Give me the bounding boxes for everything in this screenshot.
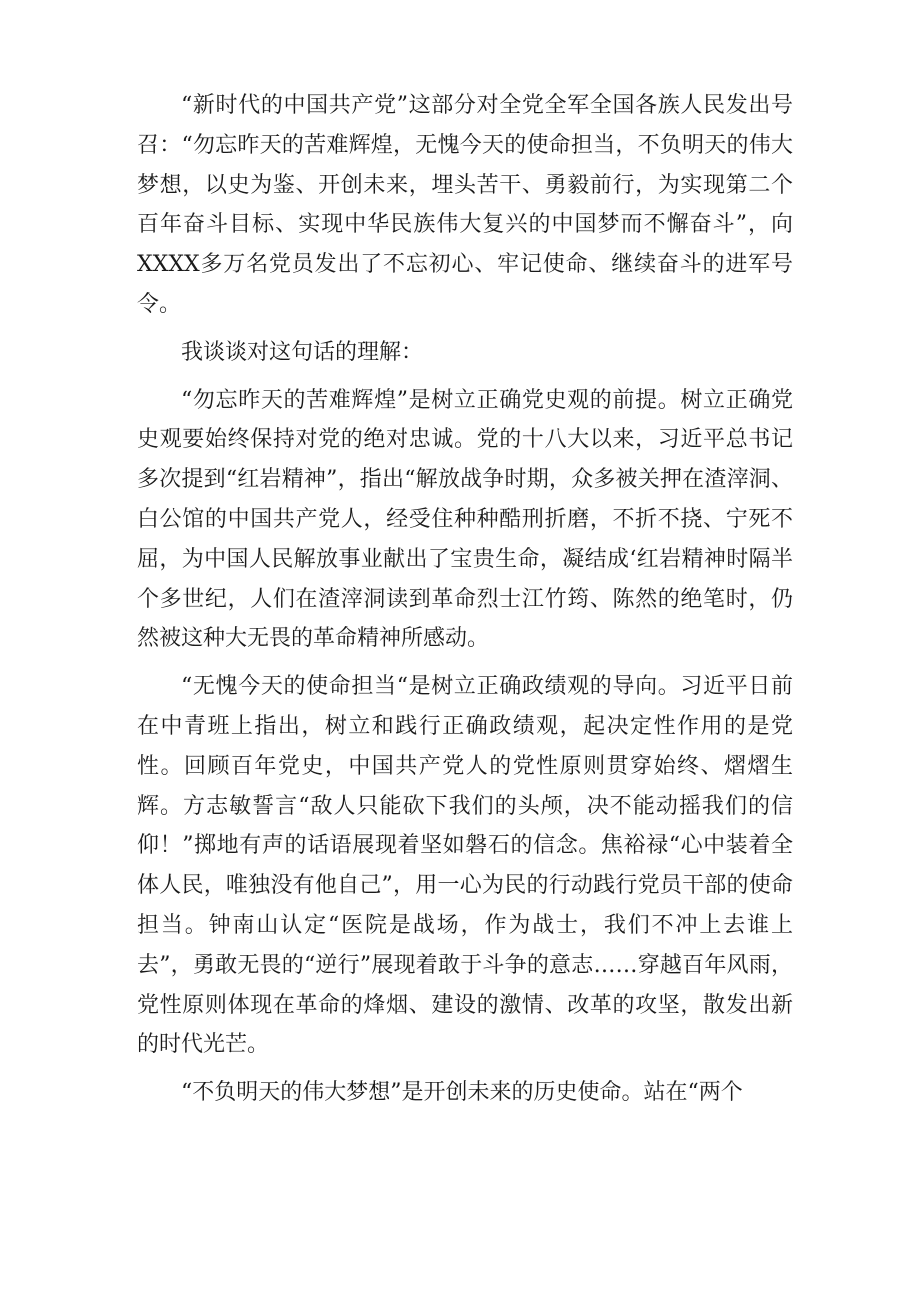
paragraph-today: “无愧今天的使命担当“是树立正确政绩观的导向。习近平日前在中青班上指出，树立和践行正确政绩观，起决定性作用的是党性。回顾百年党史，中国共产党人的党性原则贯穿始终、熠熠生辉。方志敏誓言“敌人只能砍下我们的头颅，决不能动摇我们的信仰！”掷地有声的话语展现着坚如磐石的信念。焦裕禄“心中装着全体人民，唯独没有他自己”，用一心为民的行动践行党员干部的使命担当。钟南山认定“医院是战场，作为战士，我们不冲上去谁上去”，勇敢无畏的“逆行”展现着敢于斗争的意志……穿越百年风雨，党性原则体现在革命的烽烟、建设的激情、改革的攻坚，散发出新的时代光芒。 xyxy=(137,674,793,1058)
paragraph-intro: “新时代的中国共产党”这部分对全党全军全国各族人民发出号召：“勿忘昨天的苦难辉煌，无愧今天的使命担当，不负明天的伟大梦想，以史为鉴、开创未来，埋头苦干、勇毅前行，为实现第二个百年奋斗目标、实现中华民族伟大复兴的中国梦而不懈奋斗”，向XXXX多万名党员发出了不忘初心、牢记使命、继续奋斗的进军号令。 xyxy=(137,93,793,317)
document-body xyxy=(137,86,793,1121)
paragraph-understanding-lead: 我谈谈对这句话的理解： xyxy=(181,339,424,365)
paragraph-yesterday: “勿忘昨天的苦难辉煌”是树立正确党史观的前提。树立正确党史观要始终保持对党的绝对忠诚。党的十八大以来，习近平总书记多次提到“红岩精神”，指出“解放战争时期，众多被关押在渣滓洞、白公馆的中国共产党人，经受住种种酷刑折磨，不折不挠、宁死不屈，为中国人民解放事业献出了宝贵生命，凝结成‘红岩精神时隔半个多世纪，人们在渣滓洞读到革命烈士江竹筠、陈然的绝笔时，仍然被这种大无畏的革命精神所感动。 xyxy=(137,387,793,652)
paragraph-tomorrow: “不负明天的伟大梦想”是开创未来的历史使命。站在“两个 xyxy=(181,1080,743,1106)
